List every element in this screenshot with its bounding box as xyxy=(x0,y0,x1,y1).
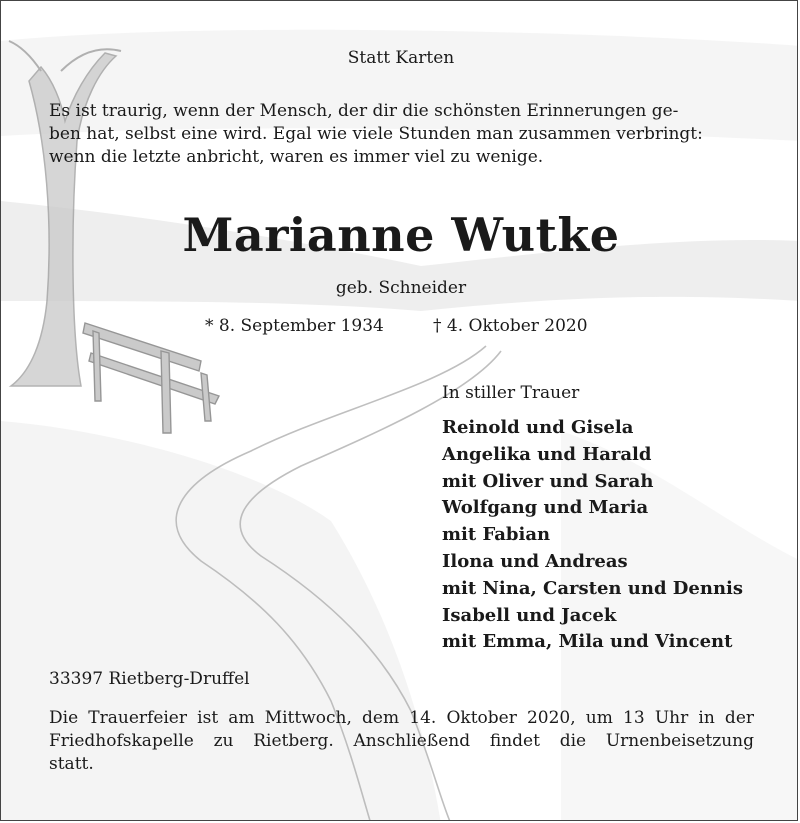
mourner-entry: mit Oliver und Sarah xyxy=(442,470,654,492)
funeral-line: Die Trauerfeier ist am Mittwoch, dem 14. Oktober 2020, um 13 Uhr in der xyxy=(49,708,754,728)
mourner-entry: Angelika und Harald xyxy=(442,443,652,465)
mourner-entry: Reinold und Gisela xyxy=(442,417,634,438)
funeral-line: Friedhofskapelle zu Rietberg. Anschließend findet die Urnenbeisetzung xyxy=(49,731,754,751)
mourner-entry: Isabell und Jacek xyxy=(442,604,617,626)
mourners-list xyxy=(442,415,743,656)
address: 33397 Rietberg-Druffel xyxy=(49,669,250,689)
bench-icon xyxy=(83,323,219,433)
maiden-name: geb. Schneider xyxy=(335,278,467,298)
motto-line: Es ist traurig, wenn der Mensch, der dir die schönsten Erinnerungen ge- xyxy=(49,101,679,121)
birth-date: * 8. September 1934 xyxy=(205,316,384,336)
mourner-entry: mit Fabian xyxy=(442,524,551,546)
mourning-label: In stiller Trauer xyxy=(442,383,580,403)
intro-label: Statt Karten xyxy=(347,48,455,68)
funeral-info xyxy=(49,707,754,776)
motto-line: ben hat, selbst eine wird. Egal wie viele Stunden man zusammen verbringt: xyxy=(49,124,703,144)
death-date: † 4. Oktober 2020 xyxy=(433,316,588,336)
funeral-line: statt. xyxy=(49,754,94,774)
mourner-entry: Wolfgang und Maria xyxy=(442,497,649,519)
mourner-entry: mit Emma, Mila und Vincent xyxy=(442,631,733,653)
deceased-name: Marianne Wutke xyxy=(182,208,620,262)
mourner-entry: Ilona und Andreas xyxy=(442,550,628,572)
motto-quote xyxy=(49,100,757,169)
motto-line: wenn die letzte anbricht, waren es immer viel zu wenige. xyxy=(49,147,544,167)
mourner-entry: mit Nina, Carsten und Dennis xyxy=(442,577,743,599)
